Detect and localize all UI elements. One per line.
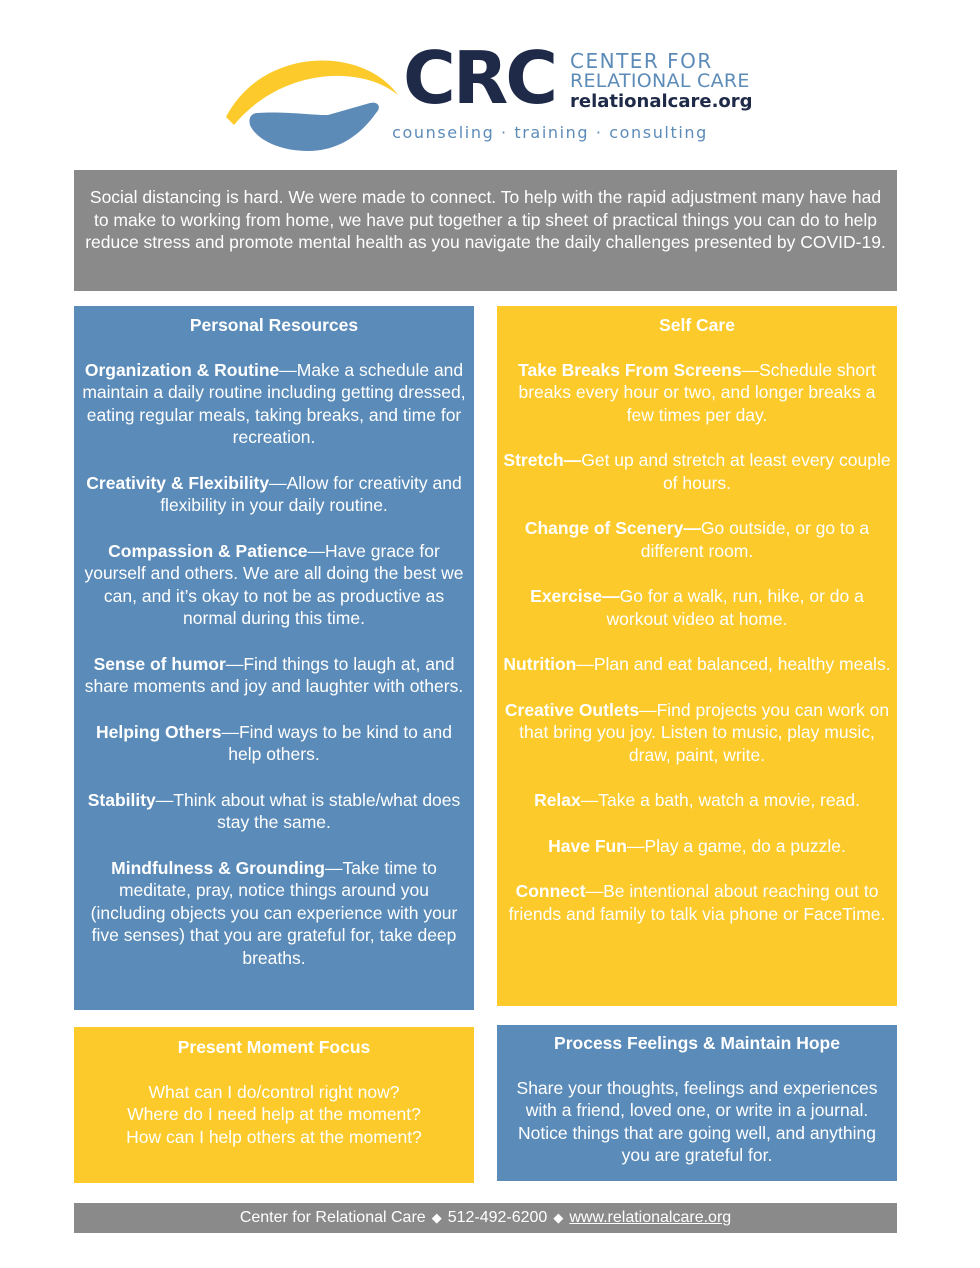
tip-text: —Be intentional about reaching out to friends and family to talk via phone or FaceTime.	[508, 881, 886, 924]
tip-term: Sense of humor	[93, 653, 226, 674]
tip-term: Stretch—	[503, 450, 582, 470]
tagline: counseling · training · consulting	[392, 123, 708, 142]
tip-item	[503, 699, 891, 767]
tip-text: —Make a schedule and maintain a daily routine including getting dressed, eating regular meals, taking breaks, and time for recreation.	[82, 359, 466, 447]
tip-item	[80, 540, 468, 630]
tip-item	[503, 789, 891, 812]
tip-text: —Find ways to be kind to and help others.	[221, 721, 452, 764]
org-name-line1: CENTER FOR	[570, 49, 713, 73]
diamond-icon: ◆	[553, 1210, 564, 1225]
tip-item	[503, 880, 891, 925]
tip-item	[80, 789, 468, 834]
footer-phone: 512-492-6200	[447, 1209, 548, 1226]
process-feelings-title: Process Feelings & Maintain Hope	[554, 1033, 840, 1053]
tip-item	[503, 449, 891, 494]
tip-text: —Schedule short breaks every hour or two, and longer breaks a few times per day.	[518, 359, 876, 425]
tip-text: —Take a bath, watch a movie, read.	[580, 790, 860, 810]
focus-question: What can I do/control right now?	[148, 1081, 400, 1102]
tip-term: Relax	[534, 790, 581, 810]
tip-term: Exercise—	[530, 586, 620, 606]
tip-item	[80, 653, 468, 698]
tip-item	[80, 472, 468, 517]
tip-text: —Play a game, do a puzzle.	[626, 835, 846, 856]
footer-org: Center for Relational Care	[239, 1209, 426, 1226]
tip-term: Organization & Routine	[84, 359, 280, 380]
tip-item	[503, 359, 891, 427]
self-care-title: Self Care	[659, 315, 735, 335]
tip-term: Helping Others	[96, 721, 222, 742]
tip-term: Connect	[515, 881, 586, 901]
tip-text: —Plan and eat balanced, healthy meals.	[576, 654, 891, 674]
tip-term: Stability	[87, 789, 156, 810]
tip-term: Take Breaks From Screens	[518, 359, 742, 380]
tip-text: Go outside, or go to a different room.	[640, 518, 870, 561]
focus-question: Where do I need help at the moment?	[127, 1104, 421, 1124]
tip-term: Change of Scenery—	[524, 518, 701, 538]
process-feelings-panel	[497, 1025, 897, 1181]
org-name-line2: RELATIONAL CARE	[570, 70, 750, 92]
tip-text: —Have grace for yourself and others. We are all doing the best we can, and it’s okay to not be as productive as normal during this time.	[84, 540, 464, 628]
org-url: relationalcare.org	[570, 91, 753, 112]
logo-text: CRC	[403, 36, 556, 120]
tip-item	[80, 857, 468, 970]
tip-item	[503, 835, 891, 858]
present-moment-panel	[74, 1027, 474, 1183]
self-care-panel	[497, 306, 897, 1006]
focus-question: How can I help others at the moment?	[126, 1126, 422, 1147]
footer-website-link[interactable]: www.relationalcare.org	[569, 1209, 732, 1226]
diamond-icon: ◆	[431, 1210, 442, 1225]
tip-term: Creativity & Flexibility	[86, 472, 270, 493]
tip-text: —Think about what is stable/what does stay the same.	[155, 789, 461, 832]
tip-term: Mindfulness & Grounding	[111, 857, 325, 878]
tip-term: Nutrition	[503, 654, 577, 674]
tip-text: Go for a walk, run, hike, or do a workout video at home.	[606, 586, 864, 629]
personal-resources-title: Personal Resources	[189, 315, 359, 335]
personal-resources-panel	[74, 306, 474, 1010]
tip-term: Compassion & Patience	[108, 540, 308, 561]
process-feelings-text: Share your thoughts, feelings and experiences with a friend, loved one, or write in a journal. Notice things that are going well, and anything you are grateful for.	[516, 1077, 878, 1165]
intro-banner: Social distancing is hard. We were made to connect. To help with the rapid adjustment many have had to make to working from home, we have put together a tip sheet of practical things you can do to help reduce stress and promote mental health as you navigate the daily challenges presented by COVID-19.	[74, 170, 897, 291]
tip-text: —Allow for creativity and flexibility in your daily routine.	[160, 472, 462, 515]
present-moment-title: Present Moment Focus	[177, 1037, 371, 1057]
tip-item	[503, 585, 891, 630]
tip-text: Get up and stretch at least every couple of hours.	[581, 450, 891, 493]
tip-text: —Find things to laugh at, and share moments and joy and laughter with others.	[84, 653, 464, 696]
tip-text: —Take time to meditate, pray, notice things around you (including objects you can experience with your five senses) that you are grateful for, take deep breaths.	[90, 857, 458, 968]
tip-text: —Find projects you can work on that bring you joy. Listen to music, play music, draw, paint, write.	[519, 699, 890, 765]
tip-item	[503, 653, 891, 676]
tip-item	[80, 721, 468, 766]
tip-term: Have Fun	[548, 835, 627, 856]
tip-item	[80, 359, 468, 449]
footer-bar	[74, 1203, 897, 1233]
tip-item	[503, 517, 891, 562]
tip-term: Creative Outlets	[504, 699, 640, 720]
